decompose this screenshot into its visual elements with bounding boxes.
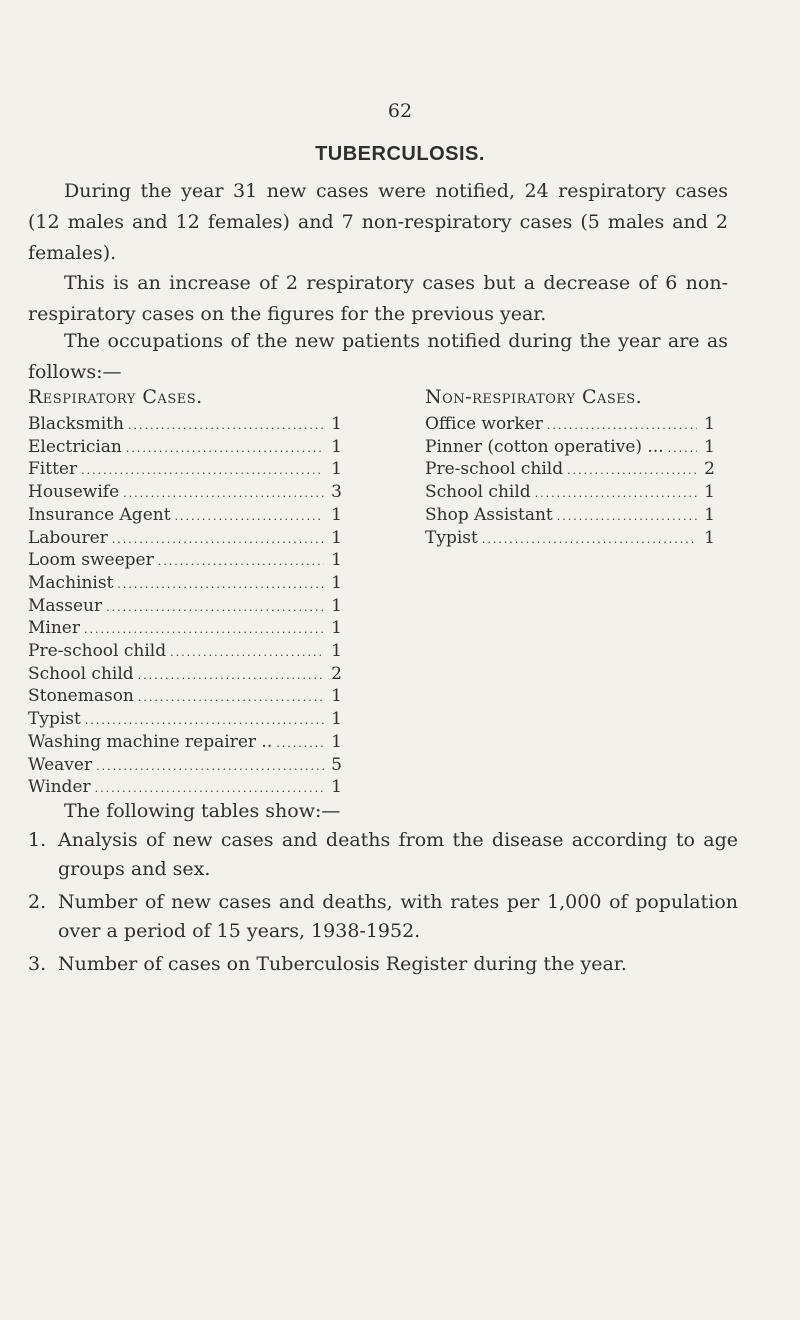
list-item bbox=[425, 482, 715, 505]
list-item bbox=[425, 505, 715, 528]
leader-dots bbox=[96, 756, 324, 778]
occupation: Insurance Agent bbox=[28, 504, 171, 525]
count: 1 bbox=[704, 414, 715, 434]
occupation: Office worker bbox=[425, 414, 543, 434]
count: 2 bbox=[704, 459, 715, 480]
leader-dots bbox=[276, 733, 324, 755]
list-item bbox=[28, 505, 342, 528]
count: 1 bbox=[704, 482, 715, 503]
leader-dots bbox=[535, 483, 697, 505]
tables-intro: The following tables show:— bbox=[64, 800, 341, 822]
count: 1 bbox=[331, 459, 342, 480]
leader-dots bbox=[567, 460, 697, 482]
list-item bbox=[28, 414, 342, 437]
occupation: Winder bbox=[28, 777, 91, 798]
count: 5 bbox=[331, 754, 342, 775]
list-number: 1. bbox=[28, 829, 47, 851]
occupation: School child bbox=[425, 482, 531, 503]
list-text: Analysis of new cases and deaths from the disease according to age groups and sex. bbox=[58, 829, 738, 880]
leader-dots bbox=[138, 687, 324, 709]
leader-dots bbox=[158, 551, 324, 573]
occupation: Housewife bbox=[28, 482, 120, 503]
count: 1 bbox=[331, 550, 342, 571]
list-item bbox=[28, 755, 342, 778]
occupation: Pre-school child bbox=[28, 641, 167, 662]
leader-dots bbox=[668, 438, 697, 460]
leader-dots bbox=[106, 597, 324, 619]
occupation: Typist bbox=[425, 527, 478, 548]
list-item bbox=[28, 664, 342, 687]
leader-dots bbox=[85, 710, 324, 732]
count: 3 bbox=[331, 482, 342, 503]
leader-dots bbox=[482, 529, 697, 551]
respiratory-cases-list bbox=[28, 384, 342, 800]
count: 1 bbox=[331, 618, 342, 639]
list-text: Number of cases on Tuberculosis Register during the year. bbox=[58, 953, 627, 975]
count: 1 bbox=[331, 414, 342, 434]
list-item bbox=[425, 459, 715, 482]
comparison-paragraph: This is an increase of 2 respiratory cases but a decrease of 6 non-respiratory cases on the figures for the previous year. bbox=[28, 272, 728, 325]
list-item bbox=[28, 732, 342, 755]
leader-dots bbox=[170, 642, 324, 664]
count: 1 bbox=[331, 709, 342, 730]
occupation: Blacksmith bbox=[28, 414, 124, 434]
count: 2 bbox=[331, 663, 342, 684]
intro-paragraph: During the year 31 new cases were notified, 24 respiratory cases (12 males and 12 females) and 7 non-respiratory cases (5 males and 2 females). bbox=[28, 180, 728, 264]
occupation: Stonemason bbox=[28, 686, 134, 707]
list-item bbox=[28, 709, 342, 732]
list-item bbox=[28, 550, 342, 573]
leader-dots bbox=[557, 506, 697, 528]
leader-dots bbox=[81, 460, 324, 482]
page-number: 62 bbox=[387, 100, 413, 122]
list-item bbox=[28, 573, 342, 596]
occupation: Machinist bbox=[28, 572, 114, 593]
list-item bbox=[28, 528, 342, 551]
occupation: Washing machine repairer .. bbox=[28, 731, 273, 752]
list-item bbox=[425, 437, 715, 460]
non-respiratory-cases-list bbox=[425, 384, 715, 550]
occupation: Weaver bbox=[28, 754, 93, 775]
list-item bbox=[28, 437, 342, 460]
list-item bbox=[28, 686, 342, 709]
occupation: School child bbox=[28, 663, 134, 684]
count: 1 bbox=[331, 527, 342, 548]
occupation: Loom sweeper bbox=[28, 550, 154, 571]
list-item bbox=[425, 528, 715, 551]
occupation: Pinner (cotton operative) ... bbox=[425, 436, 664, 457]
count: 1 bbox=[331, 731, 342, 752]
list-item bbox=[425, 414, 715, 437]
table-description-2 bbox=[28, 888, 738, 946]
table-description-1 bbox=[28, 826, 738, 884]
occupation: Masseur bbox=[28, 595, 103, 616]
leader-dots bbox=[126, 438, 324, 460]
count: 1 bbox=[331, 436, 342, 457]
non-respiratory-heading: Non-respiratory Cases. bbox=[425, 386, 643, 408]
count: 1 bbox=[704, 436, 715, 457]
leader-dots bbox=[547, 415, 697, 437]
count: 1 bbox=[331, 686, 342, 707]
occupation: Shop Assistant bbox=[425, 504, 553, 525]
occupation: Typist bbox=[28, 709, 81, 730]
table-description-3 bbox=[28, 950, 738, 979]
leader-dots bbox=[175, 506, 324, 528]
list-item bbox=[28, 618, 342, 641]
count: 1 bbox=[704, 504, 715, 525]
list-text: Number of new cases and deaths, with rates per 1,000 of population over a period of 15 years, 1938-1952. bbox=[58, 891, 738, 942]
leader-dots bbox=[123, 483, 324, 505]
leader-dots bbox=[112, 529, 324, 551]
leader-dots bbox=[84, 619, 324, 641]
list-item bbox=[28, 641, 342, 664]
occupation: Pre-school child bbox=[425, 459, 564, 480]
list-item bbox=[28, 482, 342, 505]
occupations-paragraph: The occupations of the new patients notified during the year are as follows:— bbox=[28, 330, 728, 383]
count: 1 bbox=[331, 641, 342, 662]
list-number: 2. bbox=[28, 891, 47, 913]
count: 1 bbox=[704, 527, 715, 548]
count: 1 bbox=[331, 504, 342, 525]
count: 1 bbox=[331, 572, 342, 593]
occupation: Fitter bbox=[28, 459, 78, 480]
leader-dots bbox=[128, 415, 324, 437]
occupation: Miner bbox=[28, 618, 80, 639]
count: 1 bbox=[331, 777, 342, 798]
page-title: TUBERCULOSIS. bbox=[315, 143, 485, 165]
occupation: Labourer bbox=[28, 527, 108, 548]
list-item bbox=[28, 596, 342, 619]
occupation: Electrician bbox=[28, 436, 122, 457]
list-item bbox=[28, 459, 342, 482]
leader-dots bbox=[117, 574, 324, 596]
count: 1 bbox=[331, 595, 342, 616]
respiratory-heading: Respiratory Cases. bbox=[28, 386, 203, 408]
list-number: 3. bbox=[28, 953, 47, 975]
leader-dots bbox=[138, 665, 324, 687]
